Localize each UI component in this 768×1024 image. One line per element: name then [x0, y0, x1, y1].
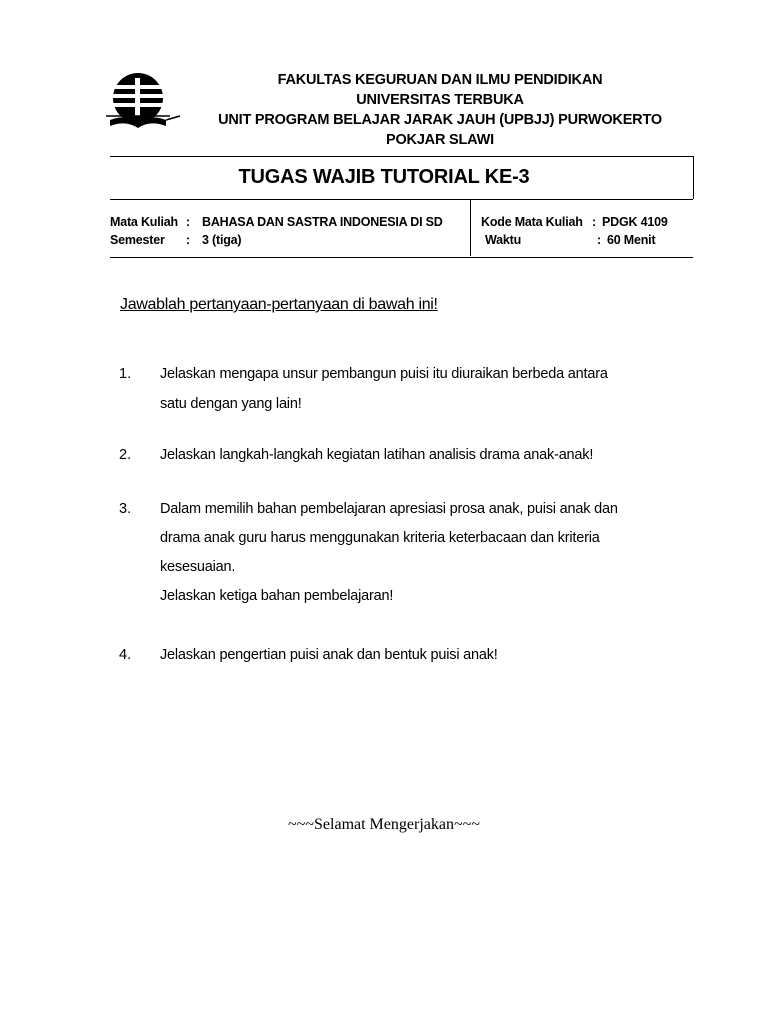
semester-colon: : [186, 233, 190, 247]
mata-kuliah-colon: : [186, 215, 190, 229]
pokjar-name: POKJAR SLAWI [386, 132, 494, 148]
question-2-number: 2. [119, 447, 132, 463]
waktu-colon: : [597, 233, 601, 247]
kode-label: Kode Mata Kuliah [481, 215, 583, 229]
question-3-line-3: kesesuaian. [160, 559, 236, 575]
waktu-value: 60 Menit [607, 233, 656, 247]
question-2-line-1: Jelaskan langkah-langkah kegiatan latihan analisis drama anak-anak! [160, 447, 594, 463]
university-logo-icon [104, 70, 184, 132]
semester-label: Semester [110, 233, 165, 247]
question-4-number: 4. [119, 647, 132, 663]
question-3-line-1: Dalam memilih bahan pembelajaran apresiasi prosa anak, puisi anak dan [160, 501, 618, 517]
header-block [190, 70, 690, 150]
course-info-divider [470, 199, 471, 256]
question-1-line-1: Jelaskan mengapa unsur pembangun puisi itu diuraikan berbeda antara [160, 366, 608, 382]
instruction-text: Jawablah pertanyaan-pertanyaan di bawah ini! [120, 296, 438, 313]
university-name: UNIVERSITAS TERBUKA [356, 92, 524, 108]
question-3-line-4: Jelaskan ketiga bahan pembelajaran! [160, 588, 394, 604]
semester-value: 3 (tiga) [202, 233, 242, 247]
question-1-number: 1. [119, 366, 132, 382]
unit-name: UNIT PROGRAM BELAJAR JARAK JAUH (UPBJJ) PURWOKERTO [218, 112, 662, 128]
mata-kuliah-label: Mata Kuliah [110, 215, 178, 229]
question-3-line-2: drama anak guru harus menggunakan kriteria keterbacaan dan kriteria [160, 530, 600, 546]
faculty-name: FAKULTAS KEGURUAN DAN ILMU PENDIDIKAN [277, 72, 603, 88]
waktu-label: Waktu [485, 233, 522, 247]
kode-value: PDGK 4109 [602, 215, 668, 229]
kode-colon: : [592, 215, 596, 229]
question-3-number: 3. [119, 501, 132, 517]
closing-text: ~~~Selamat Mengerjakan~~~ [288, 816, 480, 833]
mata-kuliah-value: BAHASA DAN SASTRA INDONESIA DI SD [202, 215, 443, 229]
page-title: TUGAS WAJIB TUTORIAL KE-3 [238, 166, 530, 188]
question-1-line-2: satu dengan yang lain! [160, 396, 302, 412]
question-4-line-1: Jelaskan pengertian puisi anak dan bentuk puisi anak! [160, 647, 498, 663]
